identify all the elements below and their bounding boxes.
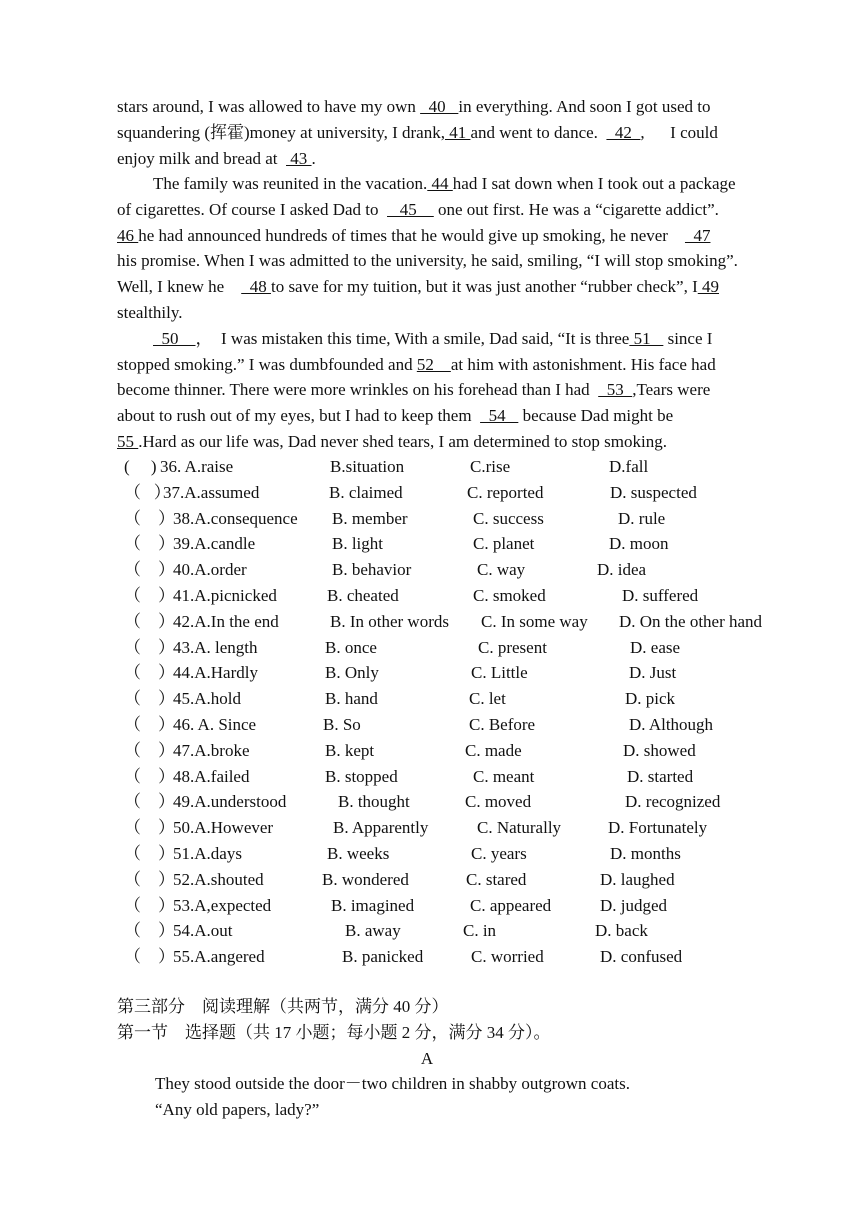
option-d: D. pick: [625, 689, 676, 709]
text: squandering (挥霍)money at university, I drank,: [117, 123, 445, 142]
option-c: C. success: [473, 508, 544, 528]
answer-bracket[interactable]: （ ）: [124, 921, 175, 941]
option-row: [0, 482, 860, 504]
option-a: 50.A.However: [173, 818, 274, 838]
option-d: D. idea: [597, 560, 647, 580]
option-row: [0, 714, 860, 736]
passage-line: [153, 328, 817, 350]
option-c: C. reported: [467, 482, 544, 502]
option-row: [0, 791, 860, 813]
text: stealthily.: [117, 303, 183, 322]
text: become thinner. There were more wrinkles on his forehead than I had: [117, 380, 599, 399]
text: , I could: [640, 123, 718, 142]
option-b: B.situation: [330, 457, 405, 476]
blank-53: 53: [598, 380, 633, 399]
option-c: C. Before: [469, 715, 536, 734]
blank-52: 52: [416, 355, 451, 374]
option-a: 49.A.understood: [173, 792, 287, 812]
passage-line: [117, 250, 817, 272]
passage-line: [117, 199, 817, 221]
option-c: C. appeared: [470, 895, 552, 915]
passage-line: [117, 225, 817, 247]
blank-49: 49: [697, 277, 719, 296]
text: his promise. When I was admitted to the university, he said, smiling, “I will stop smoking”.: [117, 251, 738, 270]
blank-54: 54: [480, 406, 519, 425]
option-row: [0, 688, 860, 710]
option-d: D. Just: [629, 663, 677, 683]
text: enjoy milk and bread at: [117, 149, 287, 168]
option-d: D. suspected: [610, 482, 697, 502]
option-d: D. suffered: [622, 586, 699, 605]
option-b: B. cheated: [327, 586, 399, 605]
option-d: D. Fortunately: [608, 818, 708, 838]
text: to save for my tuition, but it was just another “rubber check”, I: [270, 277, 698, 296]
option-b: B. So: [323, 715, 361, 734]
option-c: C. Little: [471, 663, 528, 683]
answer-bracket[interactable]: （ ）: [124, 715, 175, 734]
blank-41: 41: [444, 123, 471, 142]
blank-51: 51: [629, 329, 664, 348]
option-b: B. member: [332, 508, 408, 528]
blank-42: 42: [606, 123, 641, 142]
option-row: [0, 920, 860, 942]
option-row: [0, 611, 860, 633]
answer-bracket[interactable]: ( ): [124, 457, 157, 476]
answer-bracket[interactable]: （ ）: [124, 818, 175, 838]
option-a: 36. A.raise: [160, 457, 234, 476]
blank-43: 43: [286, 149, 312, 168]
option-row: [0, 869, 860, 891]
text: one out first. He was a “cigarette addict”.: [433, 200, 719, 219]
option-c: C. In some way: [481, 611, 588, 631]
option-d: D. rule: [618, 508, 666, 528]
option-d: D. recognized: [625, 792, 721, 812]
text: and went to dance.: [470, 123, 607, 142]
option-a: 39.A.candle: [173, 534, 256, 554]
answer-bracket[interactable]: （ ）: [124, 895, 175, 915]
passage-line: [117, 302, 817, 324]
option-b: B. Apparently: [333, 818, 429, 838]
option-row: [0, 662, 860, 684]
reading-text: They stood outside the door－two children in shabby outgrown coats.: [155, 1074, 630, 1093]
passage-line: [117, 379, 817, 401]
option-c: C. moved: [465, 792, 532, 812]
option-row: [0, 946, 860, 968]
option-row: [0, 585, 860, 607]
reading-text: “Any old papers, lady?”: [155, 1100, 320, 1119]
passage-line: [117, 431, 817, 453]
text: The family was reunited in the vacation.: [153, 174, 428, 193]
passage-line: [117, 276, 817, 298]
option-row: [0, 508, 860, 530]
option-a: 40.A.order: [173, 560, 247, 580]
option-a: 53.A,expected: [173, 895, 272, 915]
section-title: 第三部分 阅读理解（共两节，满分 40 分）: [117, 997, 449, 1016]
option-c: C. Naturally: [477, 818, 562, 838]
passage-letter: A: [420, 1049, 434, 1068]
text: had I sat down when I took out a package: [452, 174, 736, 193]
option-row: [0, 817, 860, 839]
blank-40: 40: [420, 97, 459, 116]
option-row: [0, 456, 860, 478]
option-b: B. Only: [325, 663, 379, 683]
option-a: 54.A.out: [173, 921, 233, 941]
option-row: [0, 843, 860, 865]
text: .: [311, 149, 316, 168]
option-c: C. meant: [473, 766, 535, 786]
blank-44: 44: [427, 174, 453, 193]
blank-47: 47: [684, 226, 711, 245]
text: stopped smoking.” I was dumbfounded and: [117, 355, 417, 374]
answer-bracket[interactable]: （ ）: [124, 611, 175, 631]
option-d: D. started: [627, 766, 694, 786]
option-a: 37.A.assumed: [163, 482, 260, 502]
option-b: B. light: [332, 534, 384, 554]
text: stars around, I was allowed to have my own: [117, 97, 421, 116]
text: ， I was mistaken this time, With a smile, Dad said, “It is three: [195, 329, 630, 348]
answer-bracket[interactable]: （ ）: [124, 586, 175, 605]
option-d: D. ease: [630, 637, 681, 657]
option-b: B. behavior: [332, 560, 412, 580]
passage-line: [117, 148, 817, 170]
answer-bracket[interactable]: （ ）: [124, 534, 175, 554]
option-d: D. showed: [623, 740, 696, 760]
option-c: C. stared: [466, 869, 527, 889]
blank-45: 45: [387, 200, 434, 219]
option-row: [0, 533, 860, 555]
option-row: [0, 895, 860, 917]
blank-46: 46: [117, 226, 139, 245]
option-row: [0, 740, 860, 762]
option-a: 55.A.angered: [173, 947, 265, 967]
answer-bracket[interactable]: （ ）: [124, 740, 175, 760]
option-b: B. imagined: [331, 895, 415, 915]
blank-50: 50: [153, 329, 196, 348]
text: of cigarettes. Of course I asked Dad to: [117, 200, 388, 219]
option-a: 42.A.In the end: [173, 611, 279, 631]
option-d: D. On the other hand: [619, 611, 763, 631]
text: he had announced hundreds of times that he would give up smoking, he never: [138, 226, 685, 245]
option-c: C. planet: [473, 534, 535, 554]
option-row: [0, 766, 860, 788]
option-c: C. worried: [471, 947, 544, 967]
option-b: B. once: [325, 637, 377, 657]
text: Well, I knew he: [117, 277, 242, 296]
passage-line: [153, 173, 817, 195]
answer-bracket[interactable]: （ ）: [124, 869, 175, 889]
answer-bracket[interactable]: （ ）: [124, 766, 175, 786]
option-b: B. panicked: [342, 947, 424, 967]
text: .Hard as our life was, Dad never shed tears, I am determined to stop smoking.: [138, 432, 667, 451]
answer-bracket[interactable]: （ ）: [124, 637, 175, 657]
passage-line: [117, 122, 817, 144]
option-a: 48.A.failed: [173, 766, 250, 786]
answer-bracket[interactable]: （ ）: [124, 482, 171, 502]
text: since I: [663, 329, 713, 348]
option-c: C. present: [478, 637, 547, 657]
option-c: C. let: [469, 689, 506, 709]
option-d: D. back: [595, 921, 648, 941]
option-b: B. claimed: [329, 482, 403, 502]
option-d: D.fall: [609, 457, 649, 476]
option-b: B. stopped: [325, 766, 398, 786]
answer-bracket[interactable]: （ ）: [124, 663, 175, 683]
option-a: 46. A. Since: [173, 715, 257, 734]
answer-bracket[interactable]: （ ）: [124, 947, 175, 967]
passage-line: [117, 405, 817, 427]
option-d: D. laughed: [600, 869, 675, 889]
option-row: [0, 637, 860, 659]
passage-line: [117, 96, 817, 118]
option-b: B. wondered: [322, 869, 409, 889]
text: ,Tears were: [632, 380, 711, 399]
option-d: D. confused: [600, 947, 683, 967]
option-b: B. hand: [325, 689, 378, 709]
answer-bracket[interactable]: （ ）: [124, 792, 175, 812]
option-a: 52.A.shouted: [173, 869, 264, 889]
option-row: [0, 559, 860, 581]
text: about to rush out of my eyes, but I had to keep them: [117, 406, 481, 425]
option-d: D. judged: [600, 895, 668, 915]
text: because Dad might be: [518, 406, 674, 425]
option-c: C. years: [471, 844, 527, 863]
text: at him with astonishment. His face had: [450, 355, 716, 374]
option-b: B. In other words: [330, 611, 449, 631]
option-c: C.rise: [470, 457, 511, 476]
option-b: B. weeks: [327, 844, 390, 863]
option-d: D. Although: [629, 715, 714, 734]
option-a: 51.A.days: [173, 844, 242, 863]
option-a: 41.A.picnicked: [173, 586, 277, 605]
option-c: C. made: [465, 740, 522, 760]
section-subtitle: 第一节 选择题（共 17 小题；每小题 2 分，满分 34 分）。: [117, 1023, 551, 1042]
option-c: C. way: [477, 560, 526, 580]
text: in everything. And soon I got used to: [458, 97, 711, 116]
blank-55: 55: [117, 432, 139, 451]
answer-bracket[interactable]: （ ）: [124, 560, 175, 580]
option-a: 45.A.hold: [173, 689, 241, 709]
answer-bracket[interactable]: （ ）: [124, 844, 175, 863]
option-a: 44.A.Hardly: [173, 663, 258, 683]
option-a: 38.A.consequence: [173, 508, 298, 528]
option-a: 43.A. length: [173, 637, 258, 657]
option-a: 47.A.broke: [173, 740, 250, 760]
option-b: B. kept: [325, 740, 375, 760]
passage-line: [117, 354, 817, 376]
answer-bracket[interactable]: （ ）: [124, 689, 175, 709]
option-c: C. smoked: [473, 586, 546, 605]
option-d: D. months: [610, 844, 681, 863]
blank-48: 48: [241, 277, 271, 296]
answer-bracket[interactable]: （ ）: [124, 508, 175, 528]
option-c: C. in: [463, 921, 497, 941]
option-d: D. moon: [609, 534, 669, 554]
option-b: B. away: [345, 921, 401, 941]
option-b: B. thought: [338, 792, 410, 812]
